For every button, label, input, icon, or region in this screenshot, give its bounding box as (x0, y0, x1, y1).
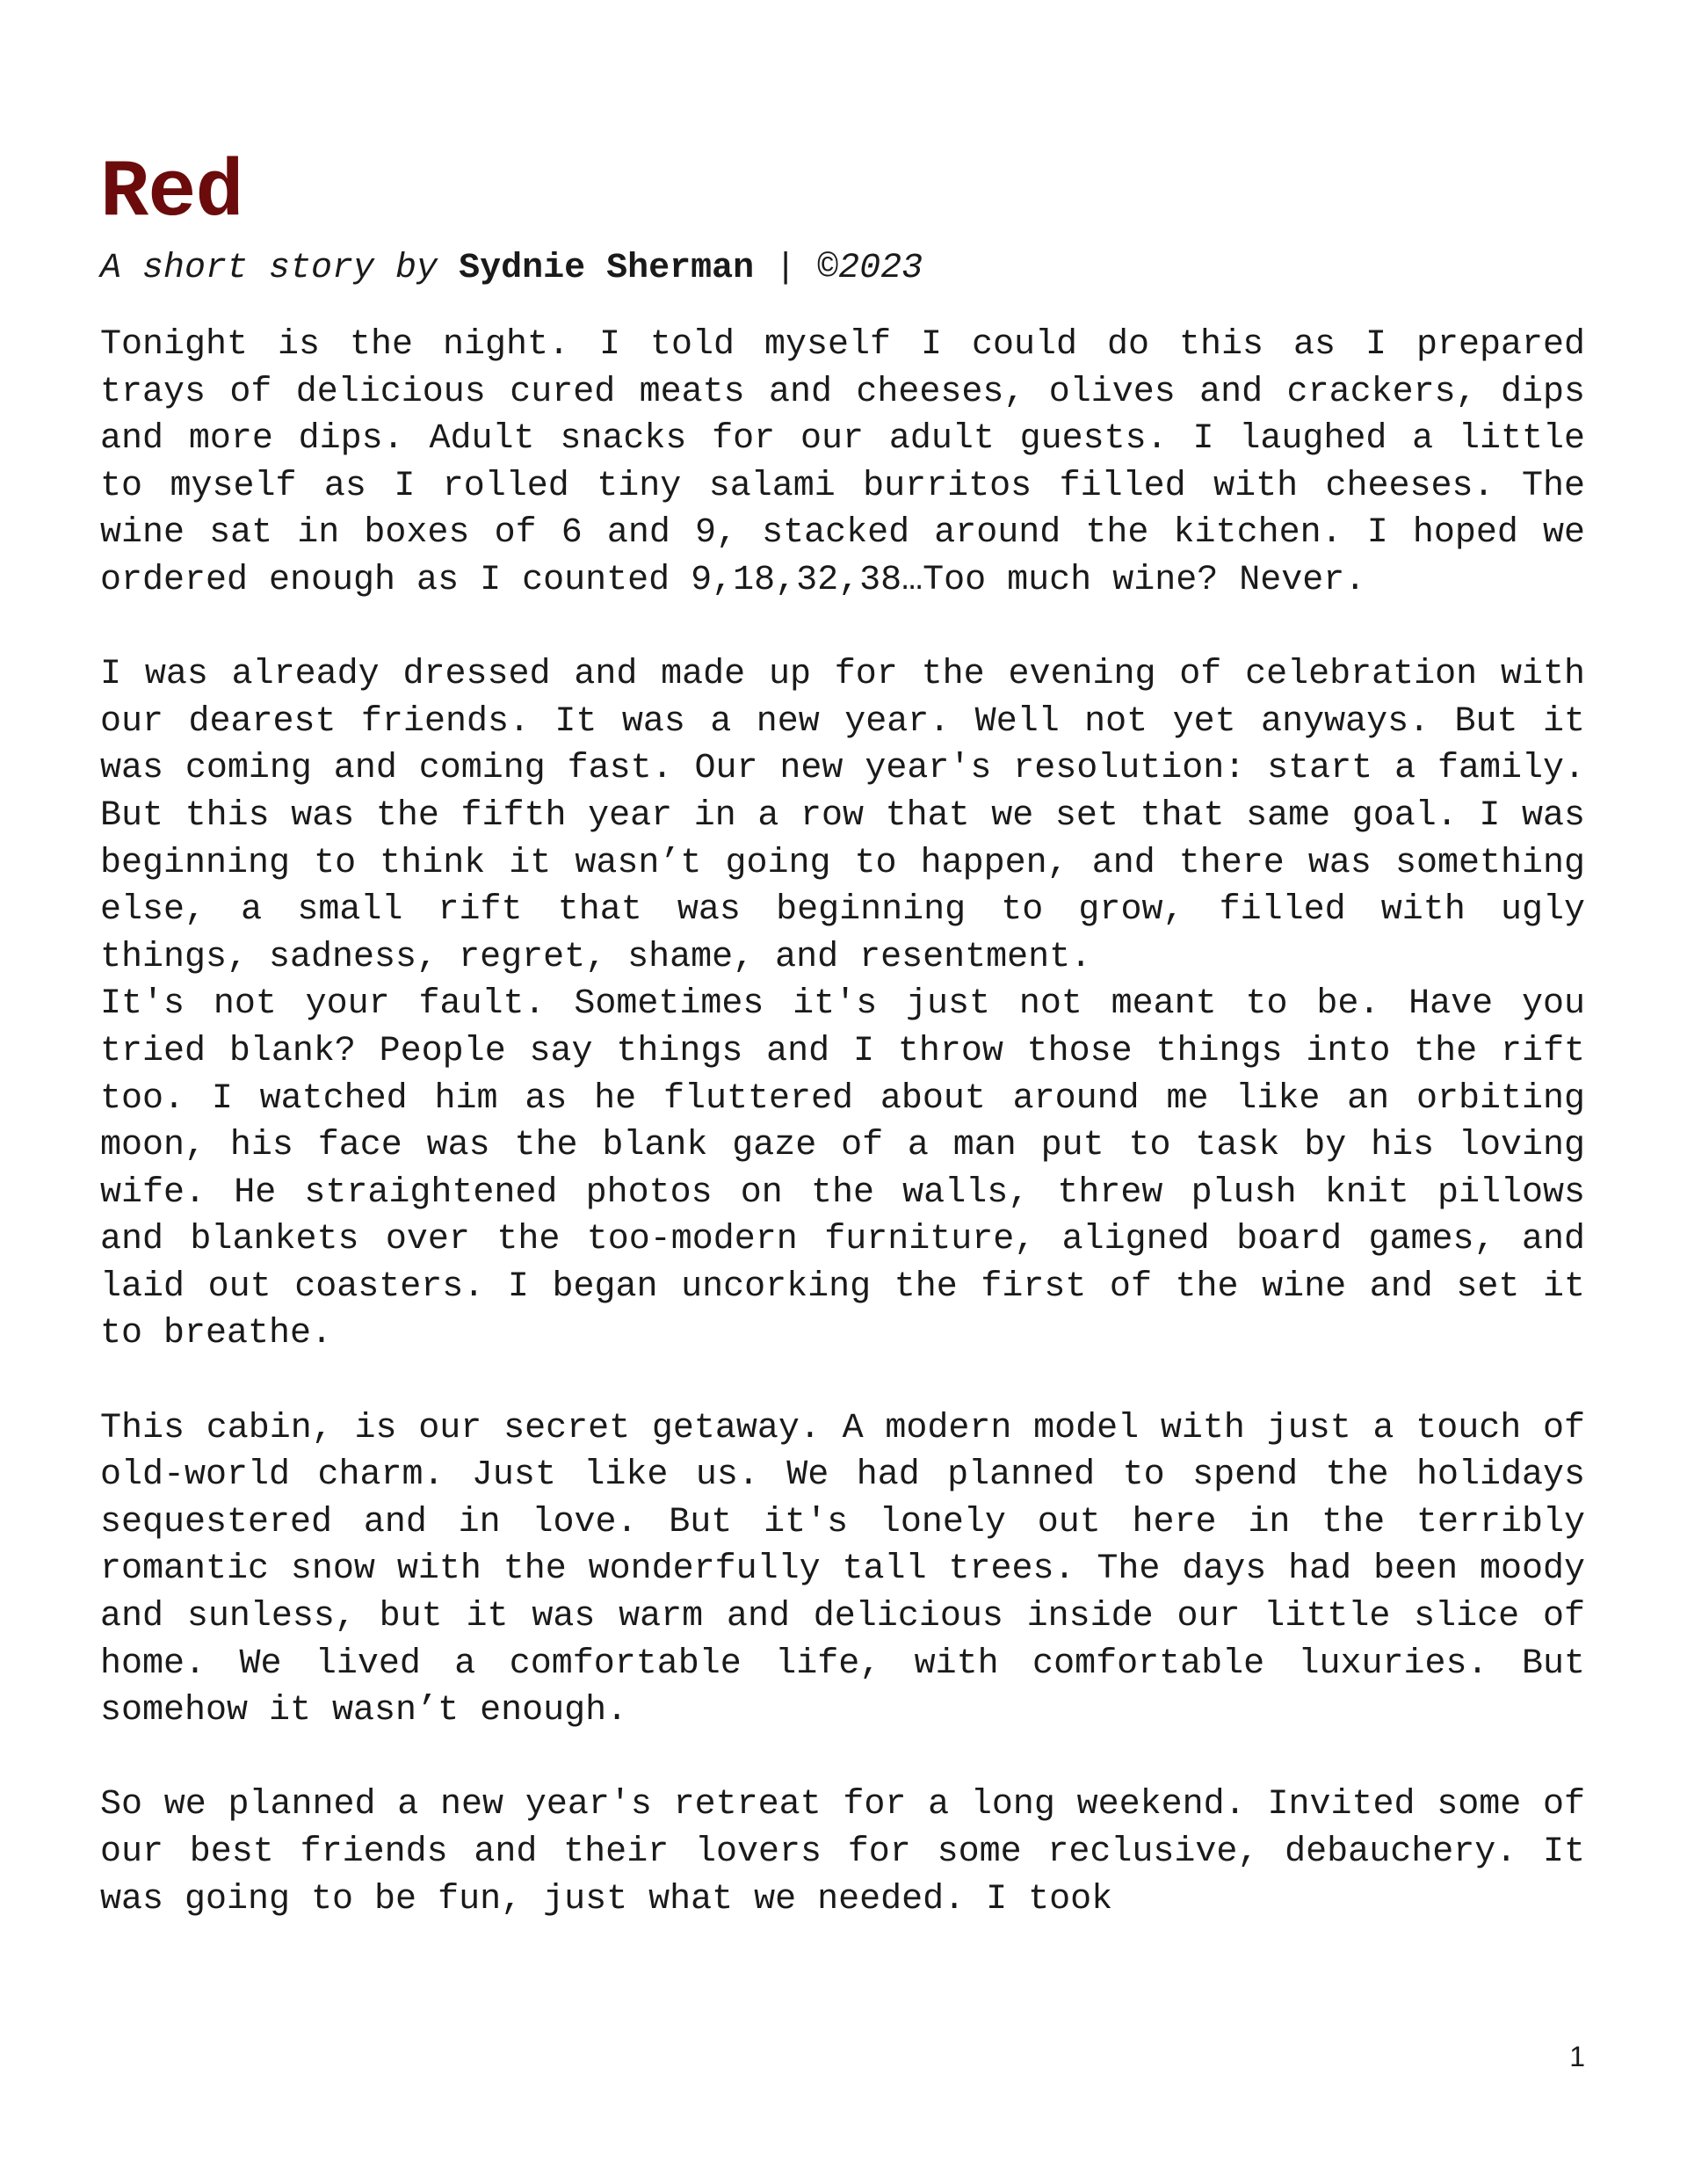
page-number: 1 (1569, 2041, 1585, 2072)
byline-separator: | (754, 249, 818, 288)
document-page (100, 149, 1585, 1923)
story-title: Red (100, 147, 243, 239)
byline-author: Sydnie Sherman (459, 249, 755, 288)
byline (100, 246, 1585, 292)
story-paragraph: It's not your fault. Sometimes it's just not meant to be. Have you tried blank? People say things and I throw those things into the rift too. I watched him as he fluttered about around me like an orbiting moon, his face was the blank gaze of a man put to task by his loving wife. He straightened photos on the walls, threw plush knit pillows and blankets over the too-modern furniture, aligned board games, and laid out coasters. I began uncorking the first of the wine and set it to breathe. (100, 984, 1585, 1354)
byline-copyright: ©2023 (817, 249, 923, 288)
story-body (100, 322, 1585, 1923)
story-paragraph: Tonight is the night. I told myself I could do this as I prepared trays of delicious cured meats and cheeses, olives and crackers, dips and more dips. Adult snacks for our adult guests. I laughed a little to myself as I rolled tiny salami burritos filled with cheeses. The wine sat in boxes of 6 and 9, stacked around the kitchen. I hoped we ordered enough as I counted 9,18,32,38…Too much wine? Never. (100, 325, 1585, 600)
byline-prefix: A short story by (100, 249, 460, 288)
story-paragraph: This cabin, is our secret getaway. A modern model with just a touch of old-world charm. Just like us. We had planned to spend the holidays sequestered and in love. But it's lonely out here in the terribly romantic snow with the wonderfully tall trees. The days had been moody and sunless, but it was warm and delicious inside our little slice of home. We lived a comfortable life, with comfortable luxuries. But somehow it wasn’t enough. (100, 1408, 1585, 1731)
story-paragraph: I was already dressed and made up for the evening of celebration with our dearest friends. It was a new year. Well not yet anyways. But it was coming and coming fast. Our new year's resolution: start a family. But this was the fifth year in a row that we set that same goal. I was beginning to think it wasn’t going to happen, and there was something else, a small rift that was beginning to grow, filled with ugly things, sadness, regret, shame, and resentment. (100, 655, 1585, 977)
story-paragraph: So we planned a new year's retreat for a long weekend. Invited some of our best friends and their lovers for some reclusive, debauchery. It was going to be fun, just what we needed. I took (100, 1785, 1585, 1919)
